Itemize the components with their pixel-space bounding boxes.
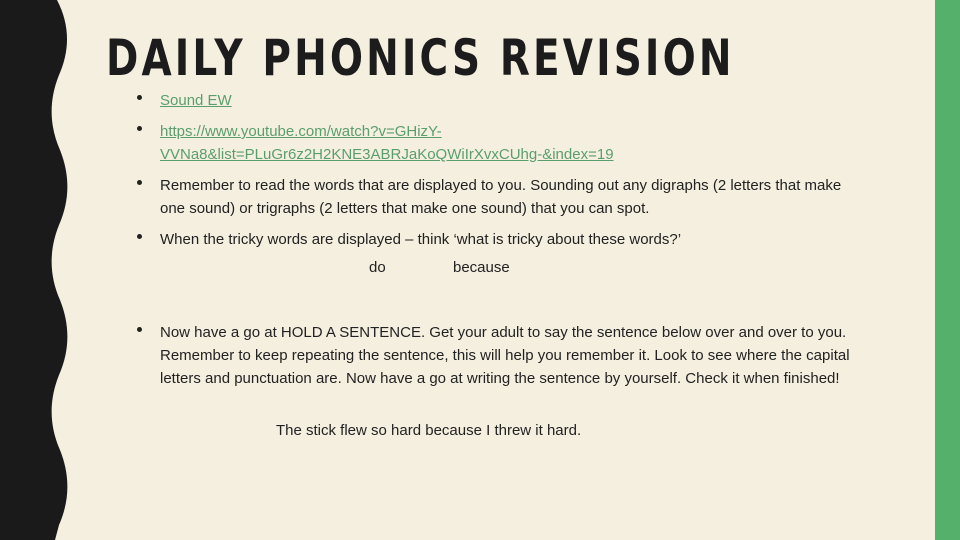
bullet-icon bbox=[137, 234, 142, 239]
page-title: DAILY PHONICS REVISION bbox=[106, 29, 735, 87]
sound-link[interactable]: Sound EW bbox=[160, 92, 232, 109]
wavy-edge-shape bbox=[0, 0, 67, 540]
accent-bar bbox=[935, 0, 960, 540]
bullet-icon bbox=[137, 95, 142, 100]
bullet-icon bbox=[137, 327, 142, 332]
tricky-word: because bbox=[453, 259, 510, 276]
remember-text: Remember to read the words that are displayed to you. Sounding out any digraphs (2 letters that make one sound) or trigraphs (2 letters that make one sound) that you can spot. bbox=[160, 177, 842, 217]
practice-sentence: The stick flew so hard because I threw it hard. bbox=[276, 422, 582, 439]
tricky-word: do bbox=[369, 259, 386, 276]
bullet-icon bbox=[137, 180, 142, 185]
hold-sentence-text: Now have a go at HOLD A SENTENCE. Get your adult to say the sentence below over and over to you. Remember to keep repeating the sentence, this will help you remember it. Look to see where the capital letters and punctuation are. Now have a go at writing the sentence by yourself. Check it when finished! bbox=[160, 324, 850, 387]
youtube-link-line-2: VVNa8&list=PLuGr6z2H2KNE3ABRJaKoQWiIrXvxCUhg-&index=19 bbox=[160, 146, 614, 163]
youtube-link-line-1: https://www.youtube.com/watch?v=GHizY- bbox=[160, 123, 442, 140]
left-decorative-strip bbox=[0, 0, 72, 540]
tricky-words-text: When the tricky words are displayed – think ‘what is tricky about these words?’ bbox=[160, 231, 682, 248]
youtube-link[interactable] bbox=[160, 120, 850, 166]
bullet-icon bbox=[137, 126, 142, 131]
